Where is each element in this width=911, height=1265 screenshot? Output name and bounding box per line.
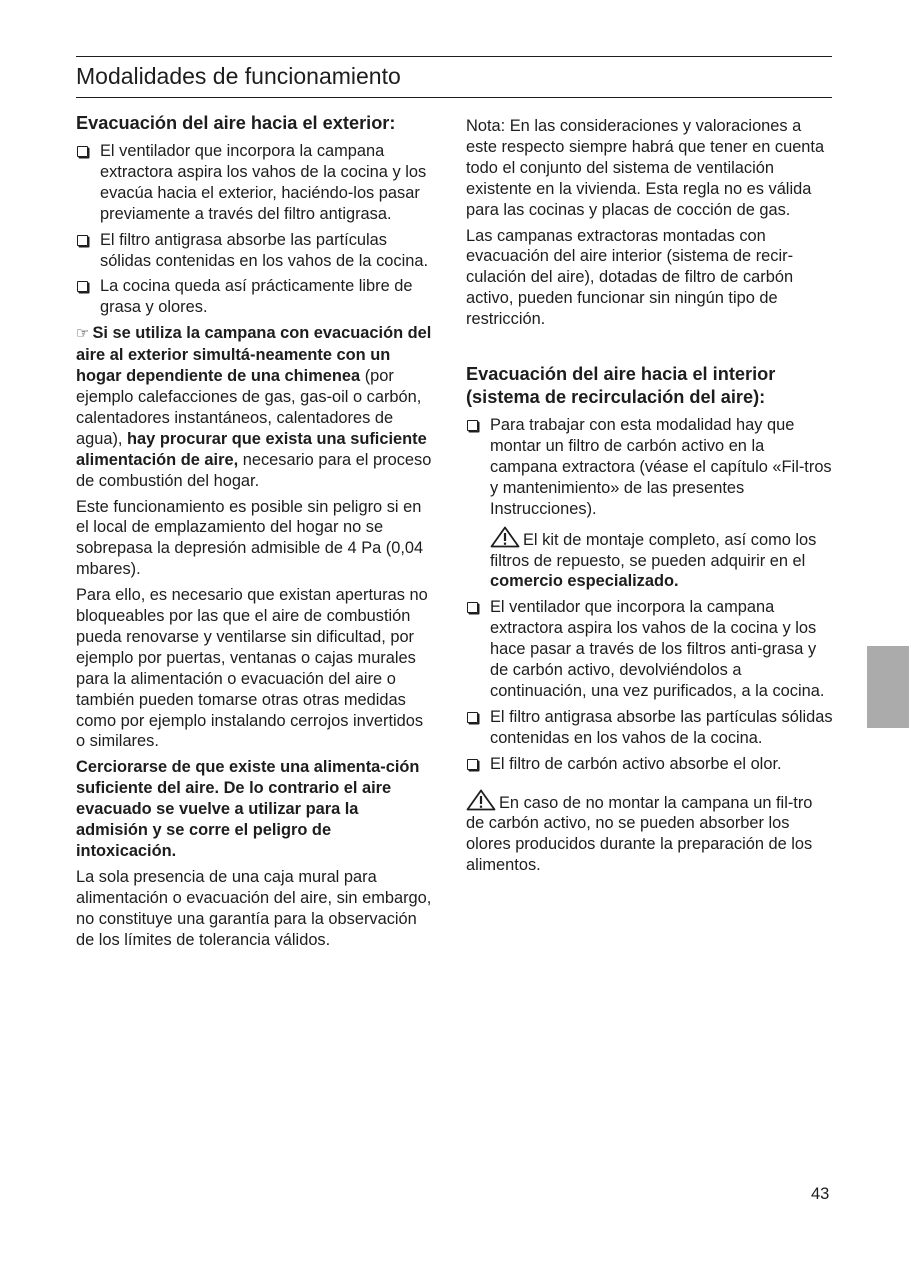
left-column — [76, 112, 432, 956]
warning-triangle-icon — [466, 789, 496, 811]
page-number: 43 — [811, 1185, 830, 1203]
checkbox-icon — [467, 602, 478, 613]
warning-triangle-icon — [490, 526, 520, 548]
paragraph: Este funcionamiento es posible sin peligro si en el local de emplazamiento del hogar no se sobrepasa la depresión admisible de 4 Pa (0,04 mbares). — [76, 497, 424, 579]
right-column — [466, 116, 834, 881]
section-heading-exterior: Evacuación del aire hacia el exterior: — [76, 113, 396, 133]
list-item: El ventilador que incorpora la campana extractora aspira los vahos de la cocina y los hace pasar a través de los filtros anti-grasa y de carbón activo, devolviéndolos a continuación, una vez purificados, a la cocina. — [466, 597, 834, 702]
list-item: El filtro antigrasa absorbe las partículas sólidas contenidas en los vahos de la cocina. — [466, 707, 834, 749]
section-heading-interior: Evacuación del aire hacia el interior (sistema de recirculación del aire): — [466, 364, 776, 408]
checkbox-icon — [467, 712, 478, 723]
kit-note: El kit de montaje completo, así como los filtros de repuesto, se pueden adquirir en el comercio especializado. — [490, 526, 834, 593]
checkbox-icon — [467, 420, 478, 431]
list-item: La cocina queda así prácticamente libre de grasa y olores. — [76, 276, 432, 318]
paragraph: Nota: En las consideraciones y valoraciones a este respecto siempre habrá que tener en cuenta todo el conjunto del sistema de ventilación existente en la vivienda. Esta regla no es válida para las cocinas y placas de cocción de gas. — [466, 117, 825, 219]
carbon-filter-warning: En caso de no montar la campana un fil-tro de carbón activo, no se pueden absorber los olores producidos durante la preparación de los alimentos. — [466, 789, 834, 877]
paragraph: Las campanas extractoras montadas con evacuación del aire interior (sistema de recir-culación del aire), dotadas de filtro de carbón activo, pueden funcionar sin ningún tipo de restricción. — [466, 226, 794, 329]
list-item: El filtro antigrasa absorbe las partículas sólidas contenidas en los vahos de la cocina. — [76, 230, 432, 272]
list-item: Para trabajar con esta modalidad hay que montar un filtro de carbón activo en la campana extractora (véase el capítulo «Fil-tros y mantenimiento» de las presentes Instrucciones). El kit de montaje completo, así como los filtros de repuesto, se pueden adquirir en el comercio especializado. — [466, 415, 834, 592]
paragraph: Para ello, es necesario que existan aperturas no bloqueables por las que el aire de combustión pueda renovarse y ventilarse sin dificultad, por ejemplo por puertas, ventanas o cajas murales para la alimentación o evacuación del aire o también pueden tomarse otras otras medidas como por ejemplo instalando cerrojos invertidos o similares. — [76, 586, 428, 751]
checkbox-icon — [77, 235, 88, 246]
header-bottom-rule — [76, 97, 832, 98]
header-top-rule — [76, 56, 832, 57]
list-item: El filtro de carbón activo absorbe el olor. — [466, 754, 834, 775]
chimney-note: ☞ Si se utiliza la campana con evacuación del aire al exterior simultá-neamente con un hogar dependiente de una chimenea (por ejemplo calefacciones de gas, gas-oil o carbón, calentadores instantáneos, calentadores de agua), hay procurar que exista una suficiente alimentación de aire, necesario para el proceso de combustión del hogar. — [76, 324, 432, 490]
chapter-tab — [867, 646, 909, 728]
list-item: El ventilador que incorpora la campana extractora aspira los vahos de la cocina y los evacúa hacia el exterior, haciéndo-los pasar previamente a través del filtro antigrasa. — [76, 141, 432, 225]
intoxication-warning: Cerciorarse de que existe una alimenta-ción suficiente del aire. De lo contrario el aire evacuado se vuelve a utilizar para la admisión y se corre el peligro de intoxicación. — [76, 758, 420, 860]
paragraph: La sola presencia de una caja mural para alimentación o evacuación del aire, sin embargo, no constituye una garantía para la observación de los límites de tolerancia válidos. — [76, 867, 432, 949]
page-title: Modalidades de funcionamiento — [76, 63, 401, 89]
pointing-hand-icon: ☞ — [76, 325, 90, 343]
checkbox-icon — [77, 281, 88, 292]
checkbox-icon — [77, 146, 88, 157]
checkbox-icon — [467, 759, 478, 770]
